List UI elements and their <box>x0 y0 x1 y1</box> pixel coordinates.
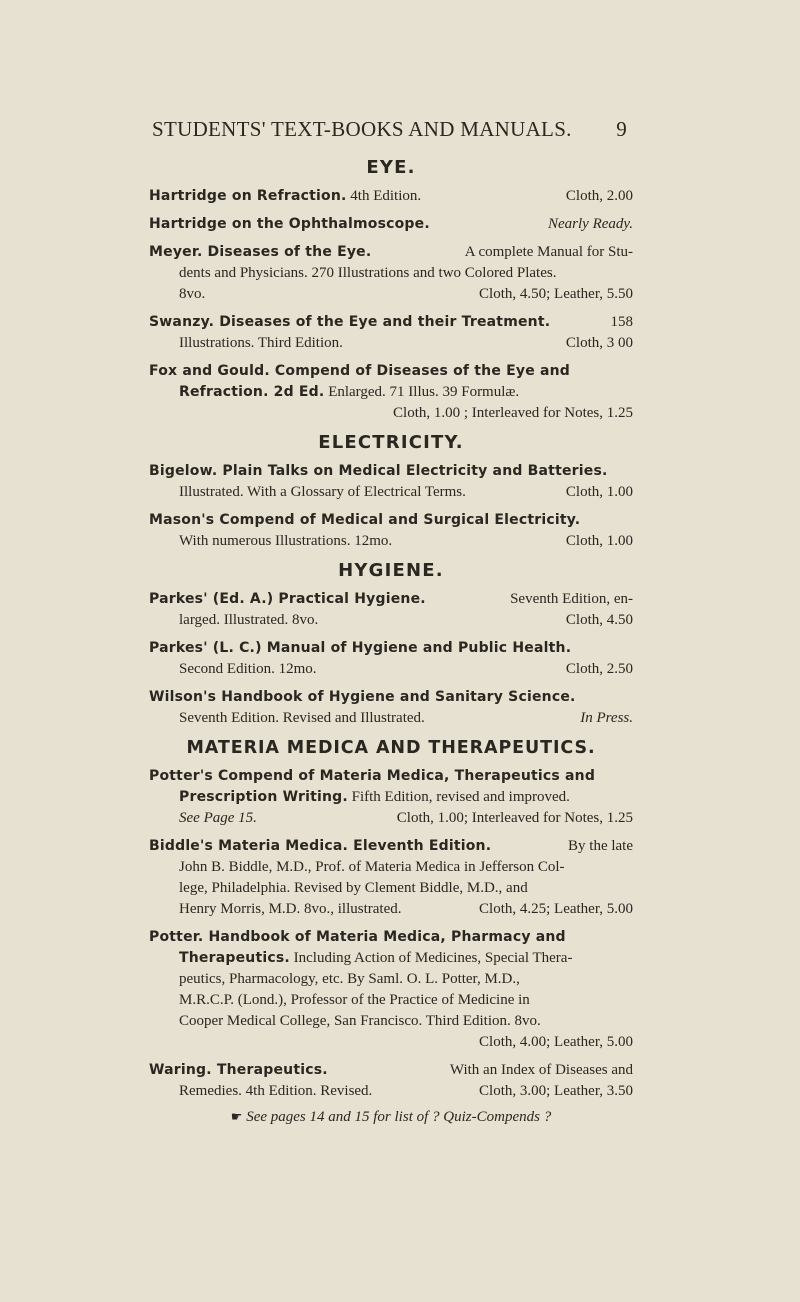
page-number: 9 <box>616 117 627 141</box>
pointing-hand-icon: ☛ <box>230 1109 243 1124</box>
section-heading-eye: EYE. <box>366 157 416 178</box>
footnote <box>149 1107 633 1127</box>
section-heading-electricity: ELECTRICITY. <box>318 432 464 453</box>
entry-waring: Waring. Therapeutics. With an Index of Diseases and Remedies. 4th Edition. Revised. Cloth, 3.00; Leather, 3.50 <box>149 1062 633 1099</box>
section-heading-hygiene: HYGIENE. <box>338 560 444 581</box>
entry-swanzy: Swanzy. Diseases of the Eye and their Treatment. 158 Illustrations. Third Edition. Cloth, 3 00 <box>149 314 633 351</box>
catalog-content <box>149 156 633 1127</box>
entry-mason: Mason's Compend of Medical and Surgical Electricity. With numerous Illustrations. 12mo. Cloth, 1.00 <box>149 512 633 549</box>
entry-parkes-l-c: Parkes' (L. C.) Manual of Hygiene and Public Health. Second Edition. 12mo. Cloth, 2.50 <box>149 640 633 677</box>
entry-fox-gould: Fox and Gould. Compend of Diseases of the Eye and Refraction. 2d Ed. Enlarged. 71 Illus. 39 Formulæ. Cloth, 1.00 ; Interleaved for Notes, 1.25 <box>149 363 633 421</box>
entry-parkes-ed-a: Parkes' (Ed. A.) Practical Hygiene. Seventh Edition, en- larged. Illustrated. 8vo. Cloth, 4.50 <box>149 591 633 628</box>
footnote-text: See pages 14 and 15 for list of ? Quiz-Compends ? <box>246 1109 552 1125</box>
entry-bigelow: Bigelow. Plain Talks on Medical Electricity and Batteries. Illustrated. With a Glossary of Electrical Terms. Cloth, 1.00 <box>149 463 633 500</box>
entry-potter-handbook: Potter. Handbook of Materia Medica, Pharmacy and Therapeutics. Including Action of Medicines, Special Thera- peutics, Pharmacology, etc. By Saml. O. L. Potter, M.D., M.R.C.P. (Lond.), Professor of the Practice of Medicine in Cooper Medical College, San Francisco. Third Edition. 8vo. Cloth, 4.00; Leather, 5.00 <box>149 929 633 1050</box>
entry-wilson: Wilson's Handbook of Hygiene and Sanitary Science. Seventh Edition. Revised and Illustrated. In Press. <box>149 689 633 726</box>
entry-meyer: Meyer. Diseases of the Eye. A complete Manual for Stu- dents and Physicians. 270 Illustrations and two Colored Plates. 8vo. Cloth, 4.50; Leather, 5.50 <box>149 244 633 302</box>
section-heading-materia-medica: MATERIA MEDICA AND THERAPEUTICS. <box>186 738 596 758</box>
entry-biddle: Biddle's Materia Medica. Eleventh Edition. By the late John B. Biddle, M.D., Prof. of Materia Medica in Jefferson Col- lege, Philadelphia. Revised by Clement Biddle, M.D., and Henry Morris, M.D. 8vo., illustrated. Cloth, 4.25; Leather, 5.00 <box>149 838 633 917</box>
entry-hartridge-ophthalmoscope: Hartridge on the Ophthalmoscope. Nearly Ready. <box>149 216 633 232</box>
entry-potter-compend: Potter's Compend of Materia Medica, Therapeutics and Prescription Writing. Fifth Edition, revised and improved. See Page 15. Cloth, 1.00; Interleaved for Notes, 1.25 <box>149 768 633 826</box>
running-title: STUDENTS' TEXT-BOOKS AND MANUALS. <box>152 117 572 141</box>
entry-hartridge-refraction: Hartridge on Refraction. 4th Edition. Cloth, 2.00 <box>149 188 633 204</box>
